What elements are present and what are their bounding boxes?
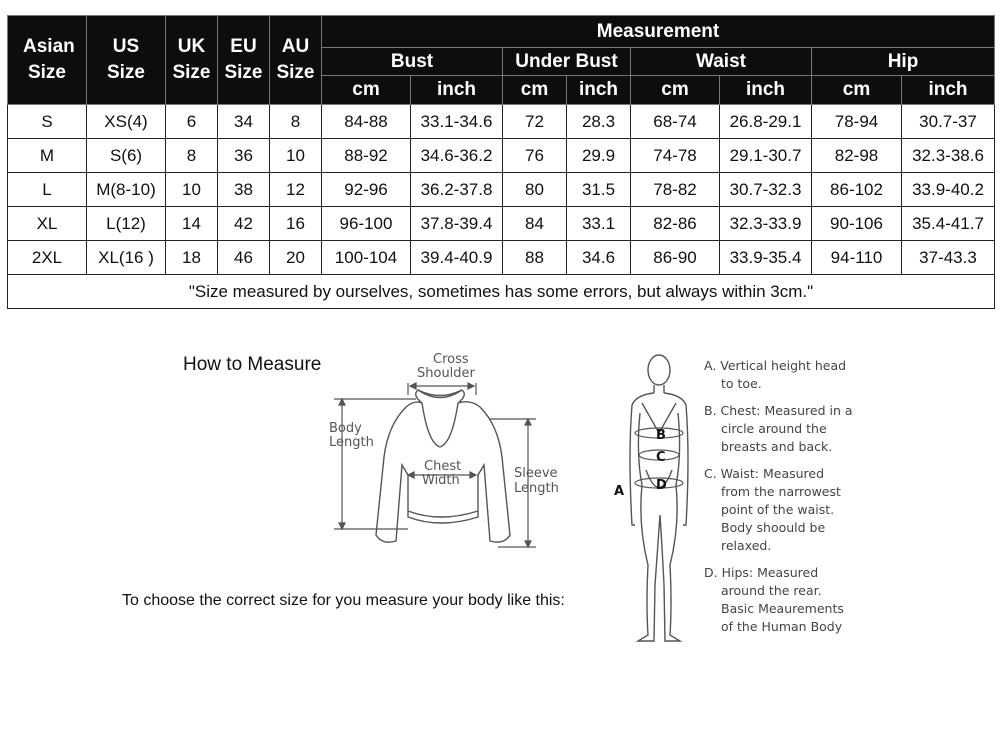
- unit-cm: cm: [631, 76, 720, 105]
- table-cell: 10: [270, 139, 322, 173]
- size-chart-table: [7, 15, 995, 309]
- header-eu-size: EU Size: [218, 16, 270, 105]
- table-cell: 32.3-33.9: [720, 207, 812, 241]
- unit-inch: inch: [902, 76, 995, 105]
- table-cell: 20: [270, 241, 322, 275]
- header-under-bust: Under Bust: [503, 48, 631, 76]
- table-row: [8, 173, 995, 207]
- legend-line: of the Human Body: [721, 619, 843, 634]
- table-cell: 33.9-40.2: [902, 173, 995, 207]
- table-cell: 92-96: [322, 173, 411, 207]
- table-cell: 78-82: [631, 173, 720, 207]
- unit-cm: cm: [503, 76, 567, 105]
- table-cell: 18: [166, 241, 218, 275]
- mark-c: C: [656, 450, 666, 465]
- table-cell: 33.1-34.6: [411, 105, 503, 139]
- table-cell: 68-74: [631, 105, 720, 139]
- table-cell: 30.7-37: [902, 105, 995, 139]
- table-cell: XL(16 ): [87, 241, 166, 275]
- unit-cm: cm: [812, 76, 902, 105]
- table-cell: 82-98: [812, 139, 902, 173]
- table-cell: 28.3: [567, 105, 631, 139]
- unit-cm: cm: [322, 76, 411, 105]
- table-cell: 26.8-29.1: [720, 105, 812, 139]
- table-cell: 96-100: [322, 207, 411, 241]
- measure-legend: [704, 357, 853, 645]
- table-cell: 80: [503, 173, 567, 207]
- legend-line: circle around the: [721, 421, 827, 436]
- table-cell: 74-78: [631, 139, 720, 173]
- table-cell: 90-106: [812, 207, 902, 241]
- legend-line: Basic Meaurements: [721, 601, 844, 616]
- table-cell: 46: [218, 241, 270, 275]
- header-measurement: Measurement: [322, 16, 995, 48]
- table-cell: M(8-10): [87, 173, 166, 207]
- table-cell: 30.7-32.3: [720, 173, 812, 207]
- legend-line: breasts and back.: [721, 439, 833, 454]
- legend-line: around the rear.: [721, 583, 822, 598]
- header-uk-size: UK Size: [166, 16, 218, 105]
- sweater-measure-diagram: [320, 345, 580, 560]
- table-cell: 78-94: [812, 105, 902, 139]
- table-cell: 88: [503, 241, 567, 275]
- table-cell: 33.9-35.4: [720, 241, 812, 275]
- sleeve-label: Sleeve: [514, 466, 558, 481]
- table-cell: 6: [166, 105, 218, 139]
- chest-label: Chest: [424, 459, 462, 474]
- table-cell: 29.1-30.7: [720, 139, 812, 173]
- legend-line: A. Vertical height head: [704, 358, 847, 373]
- header-us-size: US Size: [87, 16, 166, 105]
- body-measure-diagram: [600, 345, 700, 650]
- table-cell: 37-43.3: [902, 241, 995, 275]
- table-cell: 31.5: [567, 173, 631, 207]
- table-cell: 100-104: [322, 241, 411, 275]
- header-waist: Waist: [631, 48, 812, 76]
- table-cell: XL: [8, 207, 87, 241]
- legend-item-b: [704, 402, 853, 456]
- unit-inch: inch: [720, 76, 812, 105]
- table-cell: 86-90: [631, 241, 720, 275]
- shoulder-label: Shoulder: [417, 366, 475, 381]
- mark-a: A: [614, 484, 625, 499]
- unit-inch: inch: [411, 76, 503, 105]
- unit-inch: inch: [567, 76, 631, 105]
- table-cell: 88-92: [322, 139, 411, 173]
- table-cell: 39.4-40.9: [411, 241, 503, 275]
- table-cell: 29.9: [567, 139, 631, 173]
- table-cell: 34.6-36.2: [411, 139, 503, 173]
- table-cell: 8: [166, 139, 218, 173]
- table-cell: 8: [270, 105, 322, 139]
- legend-item-c: [704, 465, 853, 555]
- header-bust: Bust: [322, 48, 503, 76]
- table-cell: 34.6: [567, 241, 631, 275]
- legend-line: relaxed.: [721, 538, 772, 553]
- header-hip: Hip: [812, 48, 995, 76]
- table-cell: 34: [218, 105, 270, 139]
- table-cell: L: [8, 173, 87, 207]
- table-cell: 37.8-39.4: [411, 207, 503, 241]
- table-cell: 84-88: [322, 105, 411, 139]
- choose-size-text: To choose the correct size for you measure your body like this:: [122, 592, 565, 609]
- table-cell: 38: [218, 173, 270, 207]
- body-label: Body: [329, 421, 362, 436]
- size-rows: [8, 105, 995, 275]
- table-row: [8, 207, 995, 241]
- table-cell: 86-102: [812, 173, 902, 207]
- mark-d: D: [656, 478, 667, 493]
- table-cell: L(12): [87, 207, 166, 241]
- table-cell: 72: [503, 105, 567, 139]
- how-to-measure-title: How to Measure: [183, 354, 322, 375]
- table-cell: 12: [270, 173, 322, 207]
- table-cell: 35.4-41.7: [902, 207, 995, 241]
- table-cell: 76: [503, 139, 567, 173]
- mark-b: B: [656, 428, 666, 443]
- table-row: [8, 139, 995, 173]
- sleeve-length-label: Length: [514, 481, 559, 496]
- legend-line: B. Chest: Measured in a: [704, 403, 853, 418]
- legend-line: Body shoould be: [721, 520, 826, 535]
- table-cell: 33.1: [567, 207, 631, 241]
- table-cell: S: [8, 105, 87, 139]
- legend-item-a: [704, 357, 853, 393]
- table-cell: XS(4): [87, 105, 166, 139]
- table-cell: 32.3-38.6: [902, 139, 995, 173]
- width-label: Width: [422, 473, 460, 488]
- table-cell: 84: [503, 207, 567, 241]
- cross-label: Cross: [433, 352, 469, 367]
- table-cell: 10: [166, 173, 218, 207]
- legend-line: C. Waist: Measured: [704, 466, 825, 481]
- size-note: "Size measured by ourselves, sometimes has some errors, but always within 3cm.": [8, 275, 995, 309]
- header-asian-size: Asian Size: [8, 16, 87, 105]
- table-row: [8, 105, 995, 139]
- table-cell: 14: [166, 207, 218, 241]
- table-cell: M: [8, 139, 87, 173]
- legend-line: from the narrowest: [721, 484, 841, 499]
- legend-line: D. Hips: Measured: [704, 565, 819, 580]
- table-cell: S(6): [87, 139, 166, 173]
- table-cell: 2XL: [8, 241, 87, 275]
- legend-line: point of the waist.: [721, 502, 835, 517]
- legend-item-d: [704, 564, 853, 636]
- table-cell: 82-86: [631, 207, 720, 241]
- table-row: [8, 241, 995, 275]
- legend-line: to toe.: [721, 376, 762, 391]
- table-cell: 42: [218, 207, 270, 241]
- header-au-size: AU Size: [270, 16, 322, 105]
- table-cell: 16: [270, 207, 322, 241]
- table-cell: 36: [218, 139, 270, 173]
- body-length-label: Length: [329, 435, 374, 450]
- table-cell: 36.2-37.8: [411, 173, 503, 207]
- table-cell: 94-110: [812, 241, 902, 275]
